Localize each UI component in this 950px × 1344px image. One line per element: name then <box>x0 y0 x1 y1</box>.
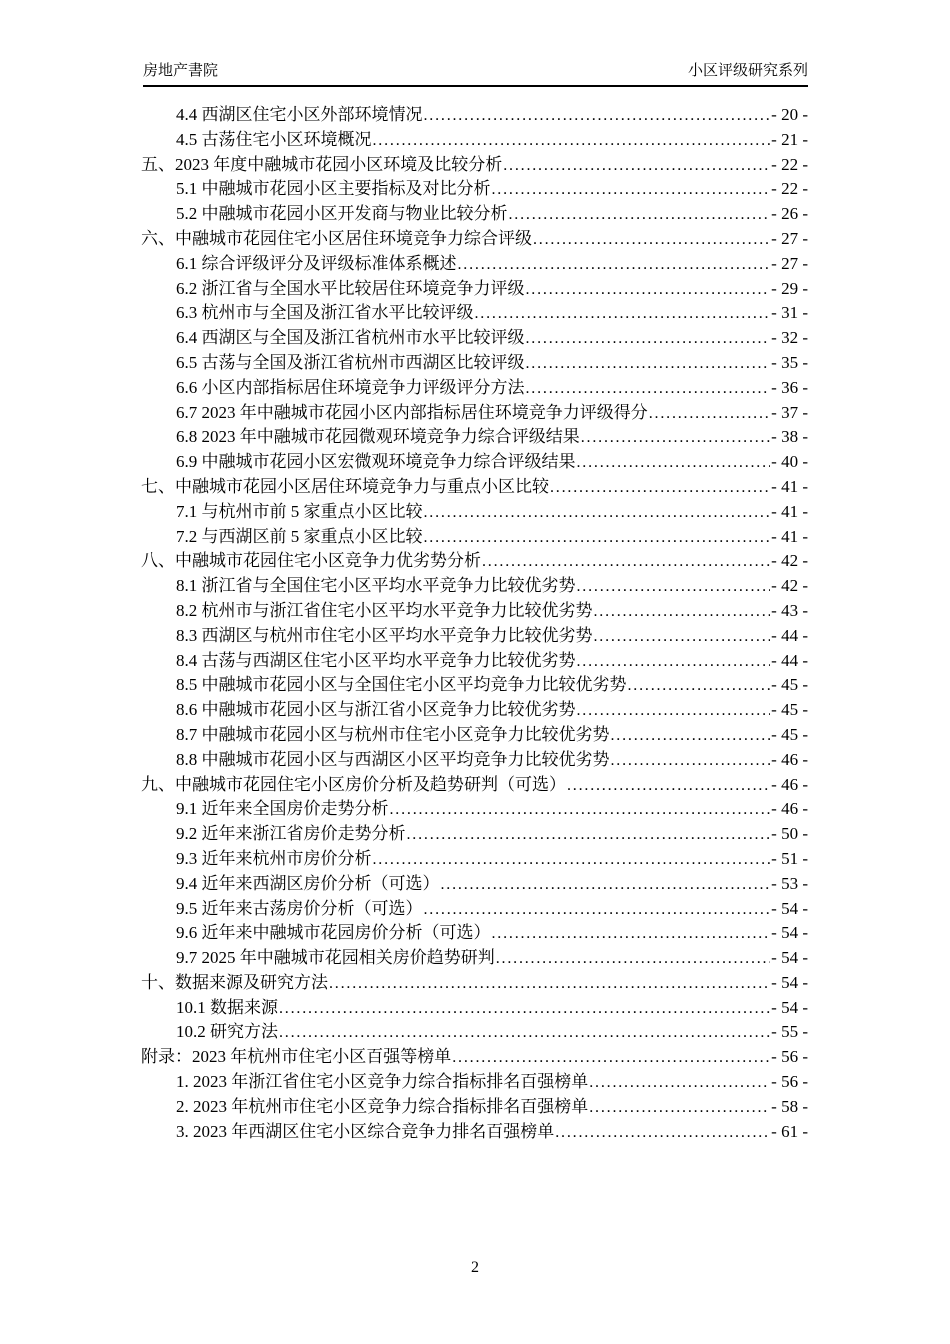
toc-entry[interactable] <box>141 748 808 773</box>
dot-leader <box>550 475 770 501</box>
toc-entry-page: - 55 - <box>771 1022 808 1042</box>
toc-entry-page: - 22 - <box>771 154 808 174</box>
dot-leader <box>492 177 771 203</box>
toc-entry-label: 8.2 杭州市与浙江省住宅小区平均水平竞争力比较优劣势 <box>176 600 593 620</box>
toc-entry-label: 8.3 西湖区与杭州市住宅小区平均水平竞争力比较优劣势 <box>176 625 593 645</box>
toc-entry-page: - 54 - <box>771 972 808 992</box>
dot-leader <box>594 599 771 625</box>
dot-leader <box>424 103 771 129</box>
toc-entry[interactable] <box>141 525 808 550</box>
dot-leader <box>611 723 771 749</box>
toc-entry-label: 5.2 中融城市花园小区开发商与物业比较分析 <box>176 204 508 224</box>
toc-entry-page: - 38 - <box>771 427 808 447</box>
toc-entry-page: - 27 - <box>771 228 808 248</box>
toc-entry-page: - 61 - <box>771 1121 808 1141</box>
dot-leader <box>577 574 771 600</box>
toc-entry[interactable] <box>141 227 808 252</box>
toc-entry-page: - 53 - <box>771 873 808 893</box>
dot-leader <box>279 996 770 1022</box>
toc-entry-label: 6.6 小区内部指标居住环境竞争力评级评分方法 <box>176 377 525 397</box>
dot-leader <box>424 525 771 551</box>
toc-entry-page: - 22 - <box>771 179 808 199</box>
toc-entry-label: 八、中融城市花园住宅小区竞争力优劣势分析 <box>141 551 481 571</box>
toc-entry[interactable] <box>141 103 808 128</box>
toc-entry[interactable] <box>141 202 808 227</box>
dot-leader <box>526 351 771 377</box>
toc-entry-page: - 26 - <box>771 204 808 224</box>
toc-entry-label: 9.2 近年来浙江省房价走势分析 <box>176 824 406 844</box>
toc-entry-page: - 46 - <box>771 799 808 819</box>
toc-entry[interactable] <box>141 326 808 351</box>
toc-entry-label: 10.1 数据来源 <box>176 997 278 1017</box>
toc-entry[interactable] <box>141 153 808 178</box>
dot-leader <box>581 425 770 451</box>
dot-leader <box>279 1020 770 1046</box>
dot-leader <box>577 450 771 476</box>
toc-entry-page: - 58 - <box>771 1096 808 1116</box>
toc-entry[interactable] <box>141 1070 808 1095</box>
toc-entry[interactable] <box>141 351 808 376</box>
dot-leader <box>482 549 770 575</box>
toc-entry[interactable] <box>141 996 808 1021</box>
dot-leader <box>373 128 771 154</box>
toc-entry-page: - 46 - <box>771 749 808 769</box>
toc-entry-label: 9.7 2025 年中融城市花园相关房价趋势研判 <box>176 948 495 968</box>
toc-entry-page: - 56 - <box>771 1047 808 1067</box>
toc-entry[interactable] <box>141 698 808 723</box>
toc-entry[interactable] <box>141 1045 808 1070</box>
toc-entry-label: 9.5 近年来古荡房价分析（可选） <box>176 898 423 918</box>
dot-leader <box>407 822 771 848</box>
toc-entry-page: - 56 - <box>771 1072 808 1092</box>
dot-leader <box>577 698 771 724</box>
toc-entry[interactable] <box>141 797 808 822</box>
toc-entry-page: - 51 - <box>771 848 808 868</box>
toc-entry-label: 6.7 2023 年中融城市花园小区内部指标居住环境竞争力评级得分 <box>176 402 648 422</box>
dot-leader <box>496 946 770 972</box>
toc-entry-page: - 54 - <box>771 898 808 918</box>
toc-entry-label: 8.7 中融城市花园小区与杭州市住宅小区竞争力比较优劣势 <box>176 724 610 744</box>
dot-leader <box>329 971 770 997</box>
toc-entry-label: 9.3 近年来杭州市房价分析 <box>176 848 372 868</box>
toc-entry-label: 1. 2023 年浙江省住宅小区竞争力综合指标排名百强榜单 <box>176 1072 589 1092</box>
dot-leader <box>424 500 771 526</box>
dot-leader <box>509 202 771 228</box>
toc-entry[interactable] <box>141 376 808 401</box>
toc-entry-label: 8.1 浙江省与全国住宅小区平均水平竞争力比较优劣势 <box>176 576 576 596</box>
toc-entry[interactable] <box>141 822 808 847</box>
toc-entry-page: - 45 - <box>771 700 808 720</box>
toc-entry-page: - 27 - <box>771 253 808 273</box>
toc-entry-page: - 43 - <box>771 600 808 620</box>
toc-entry-label: 9.6 近年来中融城市花园房价分析（可选） <box>176 923 491 943</box>
dot-leader <box>567 773 770 799</box>
toc-entry-label: 附录：2023 年杭州市住宅小区百强等榜单 <box>141 1047 452 1067</box>
toc-entry[interactable] <box>141 723 808 748</box>
toc-entry-label: 4.5 古荡住宅小区环境概况 <box>176 129 372 149</box>
toc-entry[interactable] <box>141 773 808 798</box>
dot-leader <box>526 277 771 303</box>
toc-entry-label: 8.6 中融城市花园小区与浙江省小区竞争力比较优劣势 <box>176 700 576 720</box>
header-left-title: 房地产書院 <box>143 62 219 79</box>
toc-entry-label: 十、数据来源及研究方法 <box>141 972 328 992</box>
table-of-contents <box>141 103 808 1144</box>
toc-entry-page: - 54 - <box>771 923 808 943</box>
toc-entry[interactable] <box>141 872 808 897</box>
dot-leader <box>458 252 771 278</box>
toc-entry-label: 5.1 中融城市花园小区主要指标及对比分析 <box>176 179 491 199</box>
header-right-title: 小区评级研究系列 <box>687 62 808 79</box>
toc-entry-page: - 41 - <box>771 476 808 496</box>
toc-entry-label: 4.4 西湖区住宅小区外部环境情况 <box>176 105 423 124</box>
toc-entry[interactable] <box>141 673 808 698</box>
toc-entry[interactable] <box>141 500 808 525</box>
dot-leader <box>577 649 771 675</box>
toc-entry-label: 6.5 古荡与全国及浙江省杭州市西湖区比较评级 <box>176 352 525 372</box>
toc-entry-label: 九、中融城市花园住宅小区房价分析及趋势研判（可选） <box>141 774 566 794</box>
dot-leader <box>589 1095 770 1121</box>
toc-entry-label: 六、中融城市花园住宅小区居住环境竞争力综合评级 <box>141 228 532 248</box>
toc-entry-label: 2. 2023 年杭州市住宅小区竞争力综合指标排名百强榜单 <box>176 1096 589 1116</box>
toc-entry[interactable] <box>141 401 808 426</box>
toc-entry-page: - 45 - <box>771 675 808 695</box>
toc-entry-page: - 31 - <box>771 303 808 323</box>
toc-entry-page: - 21 - <box>771 129 808 149</box>
toc-entry-label: 6.4 西湖区与全国及浙江省杭州市水平比较评级 <box>176 328 525 348</box>
toc-entry-page: - 35 - <box>771 352 808 372</box>
toc-entry-page: - 29 - <box>771 278 808 298</box>
toc-entry[interactable] <box>141 624 808 649</box>
toc-entry[interactable] <box>141 574 808 599</box>
dot-leader <box>441 872 771 898</box>
toc-entry[interactable] <box>141 252 808 277</box>
toc-entry-label: 6.3 杭州市与全国及浙江省水平比较评级 <box>176 303 474 323</box>
toc-entry-label: 6.2 浙江省与全国水平比较居住环境竞争力评级 <box>176 278 525 298</box>
toc-entry[interactable] <box>141 475 808 500</box>
dot-leader <box>503 153 770 179</box>
toc-entry[interactable] <box>141 946 808 971</box>
toc-entry[interactable] <box>141 301 808 326</box>
dot-leader <box>390 797 771 823</box>
toc-entry-page: - 37 - <box>771 402 808 422</box>
toc-entry[interactable] <box>141 549 808 574</box>
toc-entry-page: - 41 - <box>771 501 808 521</box>
toc-entry[interactable] <box>141 1095 808 1120</box>
toc-entry-label: 五、2023 年度中融城市花园小区环境及比较分析 <box>141 154 503 174</box>
toc-entry-label: 6.8 2023 年中融城市花园微观环境竞争力综合评级结果 <box>176 427 580 447</box>
toc-entry-page: - 36 - <box>771 377 808 397</box>
dot-leader <box>373 847 771 873</box>
toc-entry[interactable] <box>141 847 808 872</box>
dot-leader <box>526 326 771 352</box>
toc-entry[interactable] <box>141 599 808 624</box>
toc-entry-label: 8.4 古荡与西湖区住宅小区平均水平竞争力比较优劣势 <box>176 650 576 670</box>
dot-leader <box>611 748 771 774</box>
toc-entry-label: 七、中融城市花园小区居住环境竞争力与重点小区比较 <box>141 476 549 496</box>
toc-entry-page: - 41 - <box>771 526 808 546</box>
dot-leader <box>475 301 771 327</box>
toc-entry-page: - 20 - <box>771 105 808 124</box>
toc-entry-label: 7.2 与西湖区前 5 家重点小区比较 <box>176 526 423 546</box>
toc-entry[interactable] <box>141 1120 808 1145</box>
dot-leader <box>555 1120 770 1146</box>
toc-entry-page: - 42 - <box>771 551 808 571</box>
page-footer <box>0 1258 950 1278</box>
dot-leader <box>649 401 770 427</box>
toc-entry[interactable] <box>141 177 808 202</box>
toc-entry-label: 6.9 中融城市花园小区宏微观环境竞争力综合评级结果 <box>176 452 576 472</box>
toc-entry[interactable] <box>141 897 808 922</box>
toc-entry-label: 3. 2023 年西湖区住宅小区综合竞争力排名百强榜单 <box>176 1121 555 1141</box>
toc-entry[interactable] <box>141 425 808 450</box>
toc-entry[interactable] <box>141 971 808 996</box>
dot-leader <box>533 227 770 253</box>
page-header <box>143 61 808 87</box>
toc-entry-page: - 44 - <box>771 625 808 645</box>
toc-entry[interactable] <box>141 921 808 946</box>
toc-entry-label: 9.4 近年来西湖区房价分析（可选） <box>176 873 440 893</box>
toc-entry-label: 6.1 综合评级评分及评级标准体系概述 <box>176 253 457 273</box>
toc-entry-label: 8.5 中融城市花园小区与全国住宅小区平均竞争力比较优劣势 <box>176 675 627 695</box>
toc-entry[interactable] <box>141 450 808 475</box>
toc-entry[interactable] <box>141 649 808 674</box>
toc-entry[interactable] <box>141 277 808 302</box>
toc-entry-page: - 46 - <box>771 774 808 794</box>
dot-leader <box>492 921 771 947</box>
toc-entry-page: - 32 - <box>771 328 808 348</box>
dot-leader <box>526 376 771 402</box>
dot-leader <box>628 673 771 699</box>
page-number: 2 <box>471 1259 479 1276</box>
toc-entry-page: - 45 - <box>771 724 808 744</box>
toc-entry-page: - 50 - <box>771 824 808 844</box>
toc-entry-label: 9.1 近年来全国房价走势分析 <box>176 799 389 819</box>
dot-leader <box>589 1070 770 1096</box>
toc-entry-label: 7.1 与杭州市前 5 家重点小区比较 <box>176 501 423 521</box>
dot-leader <box>424 897 771 923</box>
dot-leader <box>594 624 771 650</box>
toc-entry[interactable] <box>141 1020 808 1045</box>
dot-leader <box>452 1045 770 1071</box>
toc-entry-page: - 42 - <box>771 576 808 596</box>
toc-entry-page: - 40 - <box>771 452 808 472</box>
toc-entry[interactable] <box>141 128 808 153</box>
toc-entry-label: 10.2 研究方法 <box>176 1022 278 1042</box>
toc-entry-page: - 44 - <box>771 650 808 670</box>
toc-entry-page: - 54 - <box>771 997 808 1017</box>
toc-entry-label: 8.8 中融城市花园小区与西湖区小区平均竞争力比较优劣势 <box>176 749 610 769</box>
toc-entry-page: - 54 - <box>771 948 808 968</box>
